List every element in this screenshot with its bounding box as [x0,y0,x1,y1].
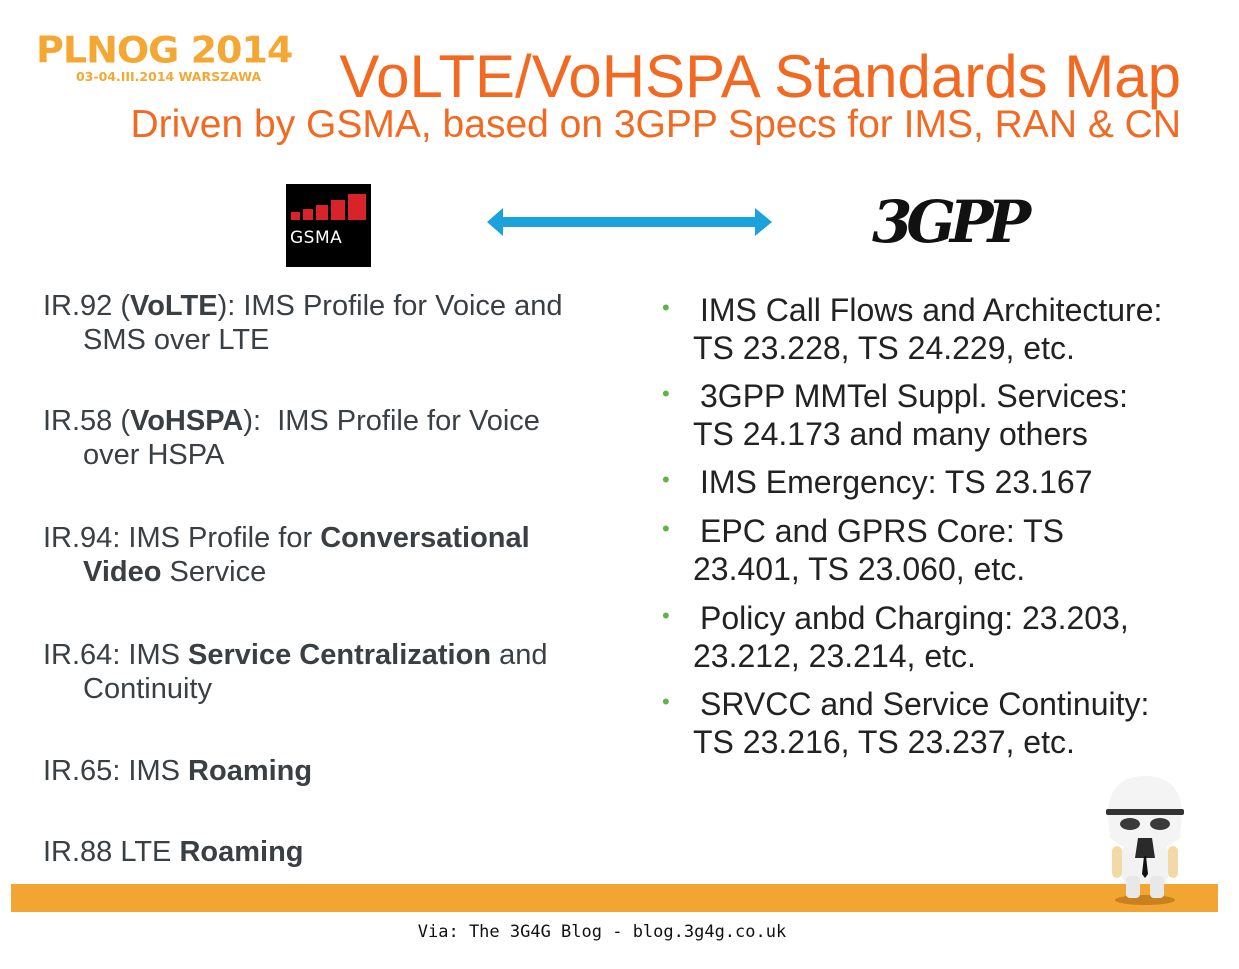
bullet-icon: • [662,381,670,406]
bullet-icon: • [662,295,670,320]
slide-title: VoLTE/VoHSPA Standards Map [339,43,1181,110]
list-item: • Policy anbd Charging: 23.203, 23.212, 23.214, etc. [662,599,1129,675]
gsma-logo-text: GSMA [290,228,343,248]
list-item: • IMS Call Flows and Architecture: TS 23.228, TS 24.229, etc. [662,291,1162,367]
plnog-logo-date: 03-04.III.2014 WARSZAWA [76,69,262,84]
list-item: IR.64: IMS Service Centralization and Continuity [43,639,548,705]
list-item: • SRVCC and Service Continuity: TS 23.216, TS 23.237, etc. [662,685,1149,761]
list-item: IR.58 (VoHSPA): IMS Profile for Voice over HSPA [43,405,540,471]
bullet-icon: • [662,516,670,541]
list-item: IR.65: IMS Roaming [43,755,313,787]
bidirectional-arrow-icon [485,206,775,238]
3gpp-logo: 3GPP [872,188,1026,256]
stormtrooper-mascot-icon [1100,776,1190,906]
gsma-logo [286,184,371,267]
plnog-logo: PLNOG 2014 [36,29,293,71]
bullet-icon: • [662,467,670,492]
list-item: IR.92 (VoLTE): IMS Profile for Voice and SMS over LTE [43,290,563,356]
list-item: • IMS Emergency: TS 23.167 [662,463,1092,501]
list-item: IR.88 LTE Roaming [43,836,304,868]
bullet-icon: • [662,689,670,714]
list-item: IR.94: IMS Profile for Conversational Video Service [43,522,530,588]
footer-credit: Via: The 3G4G Blog - blog.3g4g.co.uk [417,922,787,942]
list-item: • 3GPP MMTel Suppl. Services: TS 24.173 and many others [662,377,1128,453]
bullet-icon: • [662,603,670,628]
slide-subtitle: Driven by GSMA, based on 3GPP Specs for IMS, RAN & CN [130,103,1181,146]
list-item: • EPC and GPRS Core: TS 23.401, TS 23.060, etc. [662,512,1064,588]
footer-bar [11,884,1218,912]
